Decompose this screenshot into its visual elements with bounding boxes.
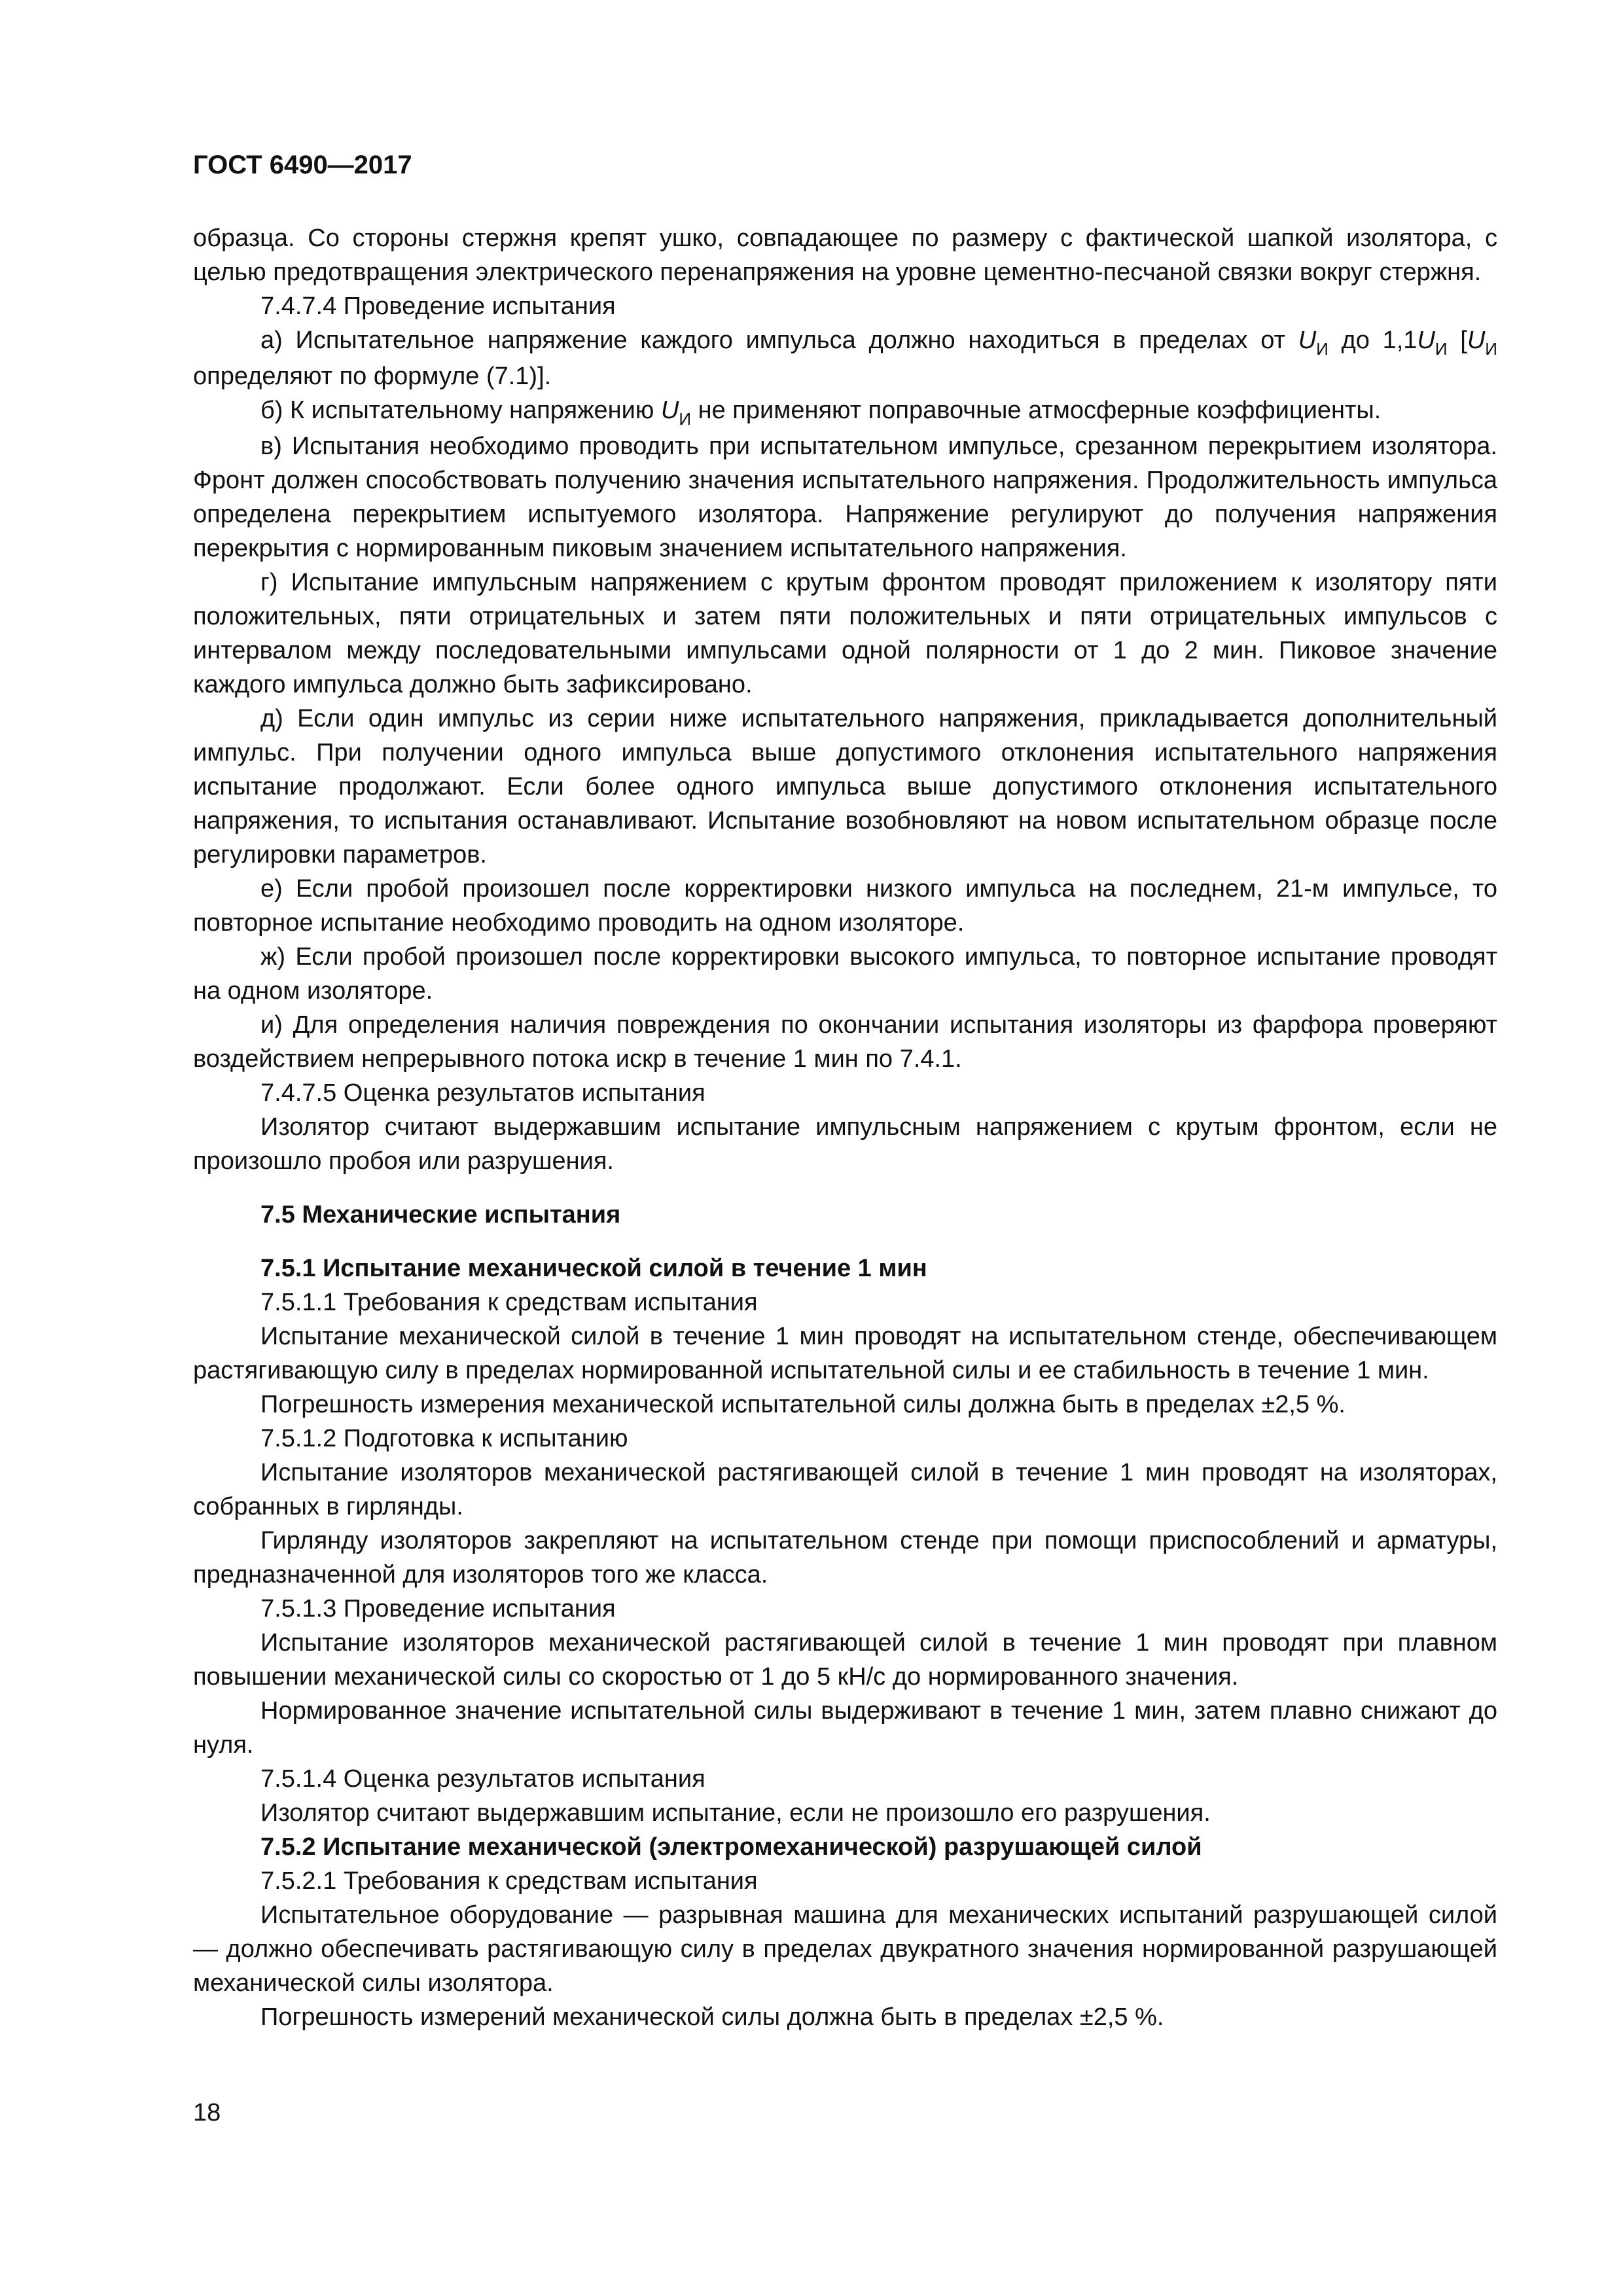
paragraph-item-i: и) Для определения наличия повреждения по окончании испытания изоляторы из фарфора проверяют воздействием непрерывного потока искр в течение 1 мин по 7.4.1.: [193, 1011, 1497, 1073]
paragraph: Гирлянду изоляторов закрепляют на испытательном стенде при помощи приспособлений и арматуры, предназначенной для изоляторов того же класса.: [193, 1527, 1497, 1588]
paragraph: Погрешность измерения механической испытательной силы должна быть в пределах ±2,5 %.: [260, 1391, 1346, 1418]
section-heading: 7.5 Механические испытания: [260, 1201, 621, 1229]
section-heading: 7.5.1 Испытание механической силой в течение 1 мин: [260, 1255, 927, 1282]
paragraph: Испытательное оборудование — разрывная машина для механических испытаний разрушающей силой — должно обеспечивать растягивающую силу в пределах двукратного значения нормированной разрушающей механической силы изолятора.: [193, 1901, 1497, 1997]
subsection-heading: 7.5.1.1 Требования к средствам испытания: [260, 1289, 758, 1316]
paragraph-item-g: г) Испытание импульсным напряжением с крутым фронтом проводят приложением к изолятору пяти положительных, пяти отрицательных и затем пяти положительных и пяти отрицательных импульсов с интервалом между последовательными импульсами одной полярности от 1 до 2 мин. Пиковое значение каждого импульса должно быть зафиксировано.: [193, 569, 1497, 698]
subsection-heading: 7.5.1.4 Оценка результатов испытания: [260, 1765, 705, 1793]
paragraph-item-b: б) К испытательному напряжению $U_И$ не применяют поправочные атмосферные коэффициенты.: [260, 397, 1382, 429]
paragraph-item-v: в) Испытания необходимо проводить при испытательном импульсе, срезанном перекрытием изолятора. Фронт должен способствовать получению значения испытательного напряжения. Продолжительность импульса определена перекрытием испытуемого изолятора. Напряжение регулируют до получения напряжения перекрытия с нормированным пиковым значением испытательного напряжения.: [193, 433, 1497, 562]
paragraph-item-zh: ж) Если пробой произошел после корректировки высокого импульса, то повторное испытание проводят на одном изоляторе.: [193, 943, 1497, 1005]
section-heading: 7.5.2 Испытание механической (электромеханической) разрушающей силой: [260, 1833, 1202, 1861]
paragraph-item-a: а) Испытательное напряжение каждого импульса должно находиться в пределах от $U_И$ до $1,1U_И$ [$U_И$ определяют по формуле (7.1)].: [193, 327, 1497, 390]
document-header: ГОСТ 6490—2017: [193, 151, 412, 179]
paragraph-item-d: д) Если один импульс из серии ниже испытательного напряжения, прикладывается дополнительный импульс. При получении одного импульса выше допустимого отклонения испытательного напряжения испытание продолжают. Если более одного импульса выше допустимого отклонения испытательного напряжения, то испытания останавливают. Испытание возобновляют на новом испытательном образце после регулировки параметров.: [193, 705, 1497, 869]
paragraph: образца. Со стороны стержня крепят ушко, совпадающее по размеру с фактической шапкой изолятора, с целью предотвращения электрического перенапряжения на уровне цементно-песчаной связки вокруг стержня.: [193, 224, 1497, 286]
paragraph: Изолятор считают выдержавшим испытание, если не произошло его разрушения.: [260, 1799, 1211, 1827]
paragraph: Погрешность измерений механической силы должна быть в пределах ±2,5 %.: [260, 2003, 1164, 2031]
page-number: 18: [193, 2099, 221, 2126]
document-body: [193, 221, 1497, 2034]
paragraph: Испытание изоляторов механической растягивающей силой в течение 1 мин проводят при плавном повышении механической силы со скоростью от 1 до 5 кН/с до нормированного значения.: [193, 1629, 1497, 1691]
subsection-heading: 7.4.7.5 Оценка результатов испытания: [260, 1079, 705, 1107]
paragraph: Изолятор считают выдержавшим испытание импульсным напряжением с крутым фронтом, если не произошло пробоя или разрушения.: [193, 1113, 1497, 1175]
subsection-heading: 7.5.1.2 Подготовка к испытанию: [260, 1425, 628, 1452]
subsection-heading: 7.5.1.3 Проведение испытания: [260, 1595, 616, 1623]
paragraph-item-e: е) Если пробой произошел после корректировки низкого импульса на последнем, 21-м импульсе, то повторное испытание необходимо проводить на одном изоляторе.: [193, 875, 1497, 937]
paragraph: Нормированное значение испытательной силы выдерживают в течение 1 мин, затем плавно снижают до нуля.: [193, 1697, 1497, 1759]
paragraph: Испытание изоляторов механической растягивающей силой в течение 1 мин проводят на изоляторах, собранных в гирлянды.: [193, 1459, 1497, 1520]
paragraph: Испытание механической силой в течение 1 мин проводят на испытательном стенде, обеспечивающем растягивающую силу в пределах нормированной испытательной силы и ее стабильность в течение 1 мин.: [193, 1323, 1497, 1384]
subsection-heading: 7.5.2.1 Требования к средствам испытания: [260, 1867, 758, 1895]
subsection-heading: 7.4.7.4 Проведение испытания: [260, 293, 616, 320]
